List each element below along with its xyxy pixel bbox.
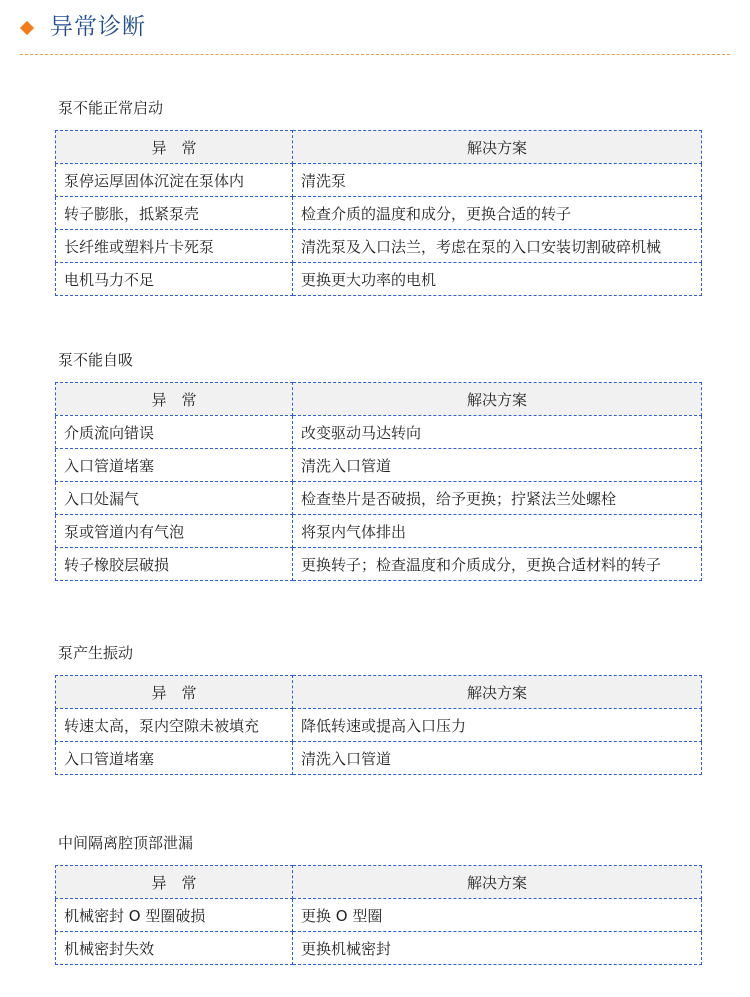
column-header-solution: 解决方案	[293, 131, 702, 164]
table-row	[56, 482, 702, 515]
issue-cell: 电机马力不足	[56, 263, 293, 296]
solution-cell: 检查介质的温度和成分，更换合适的转子	[293, 197, 702, 230]
column-header-solution: 解决方案	[293, 383, 702, 416]
table-row	[56, 932, 702, 965]
diagnosis-table	[55, 382, 702, 581]
table-row	[56, 230, 702, 263]
table-row	[56, 548, 702, 581]
issue-cell: 泵或管道内有气泡	[56, 515, 293, 548]
page-header	[0, 0, 750, 56]
issue-cell: 机械密封失效	[56, 932, 293, 965]
diagnosis-table	[55, 865, 702, 965]
column-header-issue: 异 常	[56, 866, 293, 899]
solution-cell: 更换机械密封	[293, 932, 702, 965]
table-row	[56, 416, 702, 449]
issue-cell: 入口管道堵塞	[56, 742, 293, 775]
solution-cell: 清洗泵及入口法兰，考虑在泵的入口安装切割破碎机械	[293, 230, 702, 263]
table-header-row	[56, 383, 702, 416]
solution-cell: 将泵内气体排出	[293, 515, 702, 548]
table-row	[56, 197, 702, 230]
table-row	[56, 263, 702, 296]
table-header-row	[56, 866, 702, 899]
issue-cell: 机械密封 O 型圈破损	[56, 899, 293, 932]
solution-cell: 检查垫片是否破损，给予更换；拧紧法兰处螺栓	[293, 482, 702, 515]
issue-cell: 转速太高，泵内空隙未被填充	[56, 709, 293, 742]
issue-cell: 转子橡胶层破损	[56, 548, 293, 581]
table-row	[56, 164, 702, 197]
section-title: 中间隔离腔顶部泄漏	[58, 834, 194, 852]
diagnosis-table	[55, 675, 702, 775]
column-header-issue: 异 常	[56, 383, 293, 416]
diagnosis-table	[55, 130, 702, 296]
page-title: 异常诊断	[50, 14, 146, 40]
header-divider	[20, 54, 730, 55]
issue-cell: 转子膨胀，抵紧泵壳	[56, 197, 293, 230]
diamond-bullet-icon	[20, 21, 34, 35]
solution-cell: 更换更大功率的电机	[293, 263, 702, 296]
section-title: 泵产生振动	[58, 644, 134, 662]
issue-cell: 泵停运厚固体沉淀在泵体内	[56, 164, 293, 197]
issue-cell: 入口管道堵塞	[56, 449, 293, 482]
table-row	[56, 449, 702, 482]
column-header-solution: 解决方案	[293, 866, 702, 899]
table-header-row	[56, 131, 702, 164]
solution-cell: 更换转子；检查温度和介质成分，更换合适材料的转子	[293, 548, 702, 581]
table-row	[56, 899, 702, 932]
column-header-solution: 解决方案	[293, 676, 702, 709]
solution-cell: 降低转速或提高入口压力	[293, 709, 702, 742]
issue-cell: 长纤维或塑料片卡死泵	[56, 230, 293, 263]
solution-cell: 清洗泵	[293, 164, 702, 197]
issue-cell: 入口处漏气	[56, 482, 293, 515]
section-title: 泵不能自吸	[58, 351, 134, 369]
solution-cell: 更换 O 型圈	[293, 899, 702, 932]
issue-cell: 介质流向错误	[56, 416, 293, 449]
section-title: 泵不能正常启动	[58, 99, 164, 117]
solution-cell: 改变驱动马达转向	[293, 416, 702, 449]
column-header-issue: 异 常	[56, 131, 293, 164]
solution-cell: 清洗入口管道	[293, 742, 702, 775]
table-row	[56, 515, 702, 548]
table-row	[56, 709, 702, 742]
solution-cell: 清洗入口管道	[293, 449, 702, 482]
column-header-issue: 异 常	[56, 676, 293, 709]
table-header-row	[56, 676, 702, 709]
table-row	[56, 742, 702, 775]
